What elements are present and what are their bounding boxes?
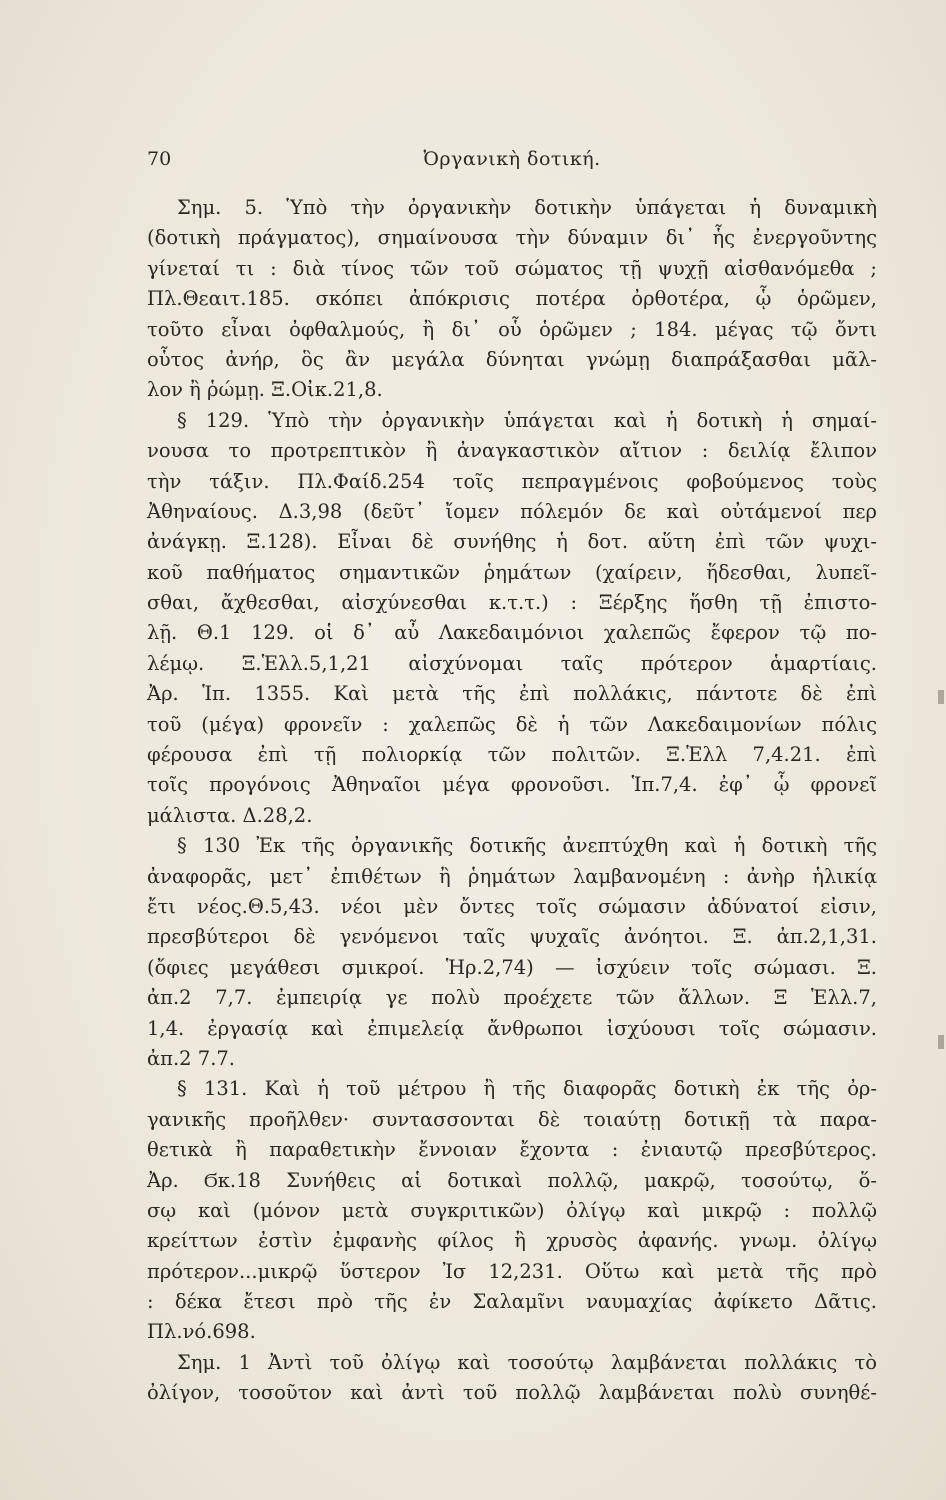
text-line: γίνεταί τι : διὰ τίνος τῶν τοῦ σώματος τῇ ψυχῇ αἰσθανόμεθα ;	[147, 256, 877, 280]
text-line: τοῖς προγόνοις Ἀθηναῖοι μέγα φρονοῦσι. Ἱπ.7,4. ἐφ᾽ ᾧ φρονεῖ	[147, 773, 877, 797]
text-line: τὴν τάξιν. Πλ.Φαίδ.254 τοῖς πεπραγμένοις φοβούμενος τοὺς	[147, 469, 877, 493]
page-edge-mark	[938, 1035, 944, 1049]
paragraph-130-start: § 130 Ἐκ τῆς ὀργανικῆς δοτικῆς ἀνεπτύχθη καὶ ἡ δοτικὴ τῆς	[177, 834, 877, 858]
text-line: γανικῆς προῆλθεν· συντασσονται δὲ τοιαύτῃ δοτικῇ τὰ παρα-	[147, 1107, 877, 1131]
text-line: ἀπ.2 7,7. ἐμπειρίᾳ γε πολὺ προέχετε τῶν ἄλλων. Ξ Ἑλλ.7,	[147, 986, 877, 1010]
text-line: ὀλίγον, τοσοῦτον καὶ ἀντὶ τοῦ πολλῷ λαμβάνεται πολὺ συνηθέ-	[147, 1381, 877, 1405]
page-number: 70	[147, 148, 172, 170]
text-line: Ἀρ. Ϭκ.18 Συνήθεις αἱ δοτικαὶ πολλῷ, μακρῷ, τοσούτῳ, ὅ-	[147, 1168, 877, 1192]
text-line: ἀνάγκῃ. Ξ.128). Εἶναι δὲ συνήθης ἡ δοτ. αὕτη ἐπὶ τῶν ψυχι-	[147, 530, 877, 554]
text-line: ἀναφορᾶς, μετ᾽ ἐπιθέτων ἢ ῥημάτων λαμβανομένη : ἀνὴρ ἡλικίᾳ	[147, 864, 877, 888]
paragraph-129-start: § 129. Ὑπὸ τὴν ὀργανικὴν ὑπάγεται καὶ ἡ δοτικὴ ἡ σημαί-	[177, 408, 877, 432]
text-line: Πλ.Θεαιτ.185. σκόπει ἀπόκρισις ποτέρα ὀρθοτέρα, ᾧ ὁρῶμεν,	[147, 287, 877, 311]
text-line: λέμῳ. Ξ.Ἑλλ.5,1,21 αἰσχύνομαι ταῖς πρότερον ἁμαρτίαις.	[147, 651, 877, 675]
text-line: μάλιστα. Δ.28,2.	[147, 803, 313, 827]
text-line: ἔτι νέος.Θ.5,43. νέοι μὲν ὄντες τοῖς σώμασιν ἀδύνατοί εἰσιν,	[147, 894, 877, 918]
text-line: Ἀρ. Ἱπ. 1355. Καὶ μετὰ τῆς ἐπὶ πολλάκις, πάντοτε δὲ ἐπὶ	[147, 682, 877, 706]
page-header	[147, 148, 877, 174]
text-line: θετικὰ ἢ παραθετικὴν ἔννοιαν ἔχοντα : ἐνιαυτῷ πρεσβύτερος.	[147, 1138, 877, 1162]
text-line: νουσα το προτρεπτικὸν ἢ ἀναγκαστικὸν αἴτιον : δειλίᾳ ἔλιπον	[147, 439, 877, 463]
text-line: κρείττων ἐστὶν ἐμφανὴς φίλος ἢ χρυσὸς ἀφανής. γνωμ. ὀλίγῳ	[147, 1229, 877, 1253]
text-line: (δοτικὴ πράγματος), σημαίνουσα τὴν δύναμιν δι᾽ ἧς ἐνεργοῦντης	[147, 226, 877, 250]
text-line: κοῦ παθήματος σημαντικῶν ῥημάτων (χαίρειν, ἥδεσθαι, λυπεῖ-	[147, 560, 877, 584]
text-line: φέρουσα ἐπὶ τῇ πολιορκίᾳ τῶν πολιτῶν. Ξ.Ἑλλ 7,4.21. ἐπὶ	[147, 743, 877, 767]
note-1-start: Σημ. 1 Ἀντὶ τοῦ ὀλίγῳ καὶ τοσούτῳ λαμβάνεται πολλάκις τὸ	[177, 1350, 877, 1374]
text-line: ἀπ.2 7.7.	[147, 1046, 235, 1070]
text-line: Ἀθηναίους. Δ.3,98 (δεῦτ᾽ ἴομεν πόλεμόν δε καὶ οὐτάμενοί περ	[147, 499, 877, 523]
text-line: Σημ. 5. Ὑπὸ τὴν ὀργανικὴν δοτικὴν ὑπάγεται ἡ δυναμικὴ	[177, 196, 877, 219]
page-edge-mark	[938, 690, 944, 704]
text-line: σῳ καὶ (μόνον μετὰ συγκριτικῶν) ὀλίγῳ καὶ μικρῷ : πολλῷ	[147, 1198, 877, 1222]
running-title: Ὀργανικὴ δοτική.	[423, 148, 601, 170]
text-line: λῇ. Θ.1 129. οἱ δ᾽ αὖ Λακεδαιμόνιοι χαλεπῶς ἔφερον τῷ πο-	[147, 621, 877, 645]
text-line: τοῦτο εἶναι ὀφθαλμούς, ἢ δι᾽ οὗ ὁρῶμεν ; 184. μέγας τῷ ὄντι	[147, 317, 877, 341]
text-line: τοῦ (μέγα) φρονεῖν : χαλεπῶς δὲ ἡ τῶν Λακεδαιμονίων πόλις	[147, 712, 877, 736]
text-line: : δέκα ἔτεσι πρὸ τῆς ἐν Σαλαμῖνι ναυμαχίας ἀφίκετο Δᾶτις.	[147, 1290, 877, 1314]
text-line: Πλ.νό.698.	[147, 1320, 256, 1344]
text-line: σθαι, ἄχθεσθαι, αἰσχύνεσθαι κ.τ.τ.) : Ξέρξης ἥσθη τῇ ἐπιστο-	[147, 591, 877, 615]
text-line: οὗτος ἀνήρ, ὃς ἂν μεγάλα δύνηται γνώμῃ διαπράξασθαι μᾶλ-	[147, 347, 877, 371]
paragraph-131-start: § 131. Καὶ ἡ τοῦ μέτρου ἢ τῆς διαφορᾶς δοτικὴ ἐκ τῆς ὀρ-	[177, 1077, 877, 1101]
text-line: (ὄφιες μεγάθεσι σμικροί. Ἡρ.2,74) — ἰσχύειν τοῖς σώμασι. Ξ.	[147, 955, 877, 979]
text-line: πρότερον...μικρῷ ὕστερον Ἰσ 12,231. Οὕτω καὶ μετὰ τῆς πρὸ	[147, 1259, 877, 1283]
text-line: 1,4. ἐργασίᾳ καὶ ἐπιμελείᾳ ἄνθρωποι ἰσχύουσι τοῖς σώμασιν.	[147, 1016, 877, 1040]
body-text	[147, 193, 877, 1409]
text-line: λον ἢ ῥώμῃ. Ξ.Οἰκ.21,8.	[147, 378, 383, 402]
text-line: πρεσβύτεροι δὲ γενόμενοι ταῖς ψυχαῖς ἀνόητοι. Ξ. ἀπ.2,1,31.	[147, 925, 877, 949]
